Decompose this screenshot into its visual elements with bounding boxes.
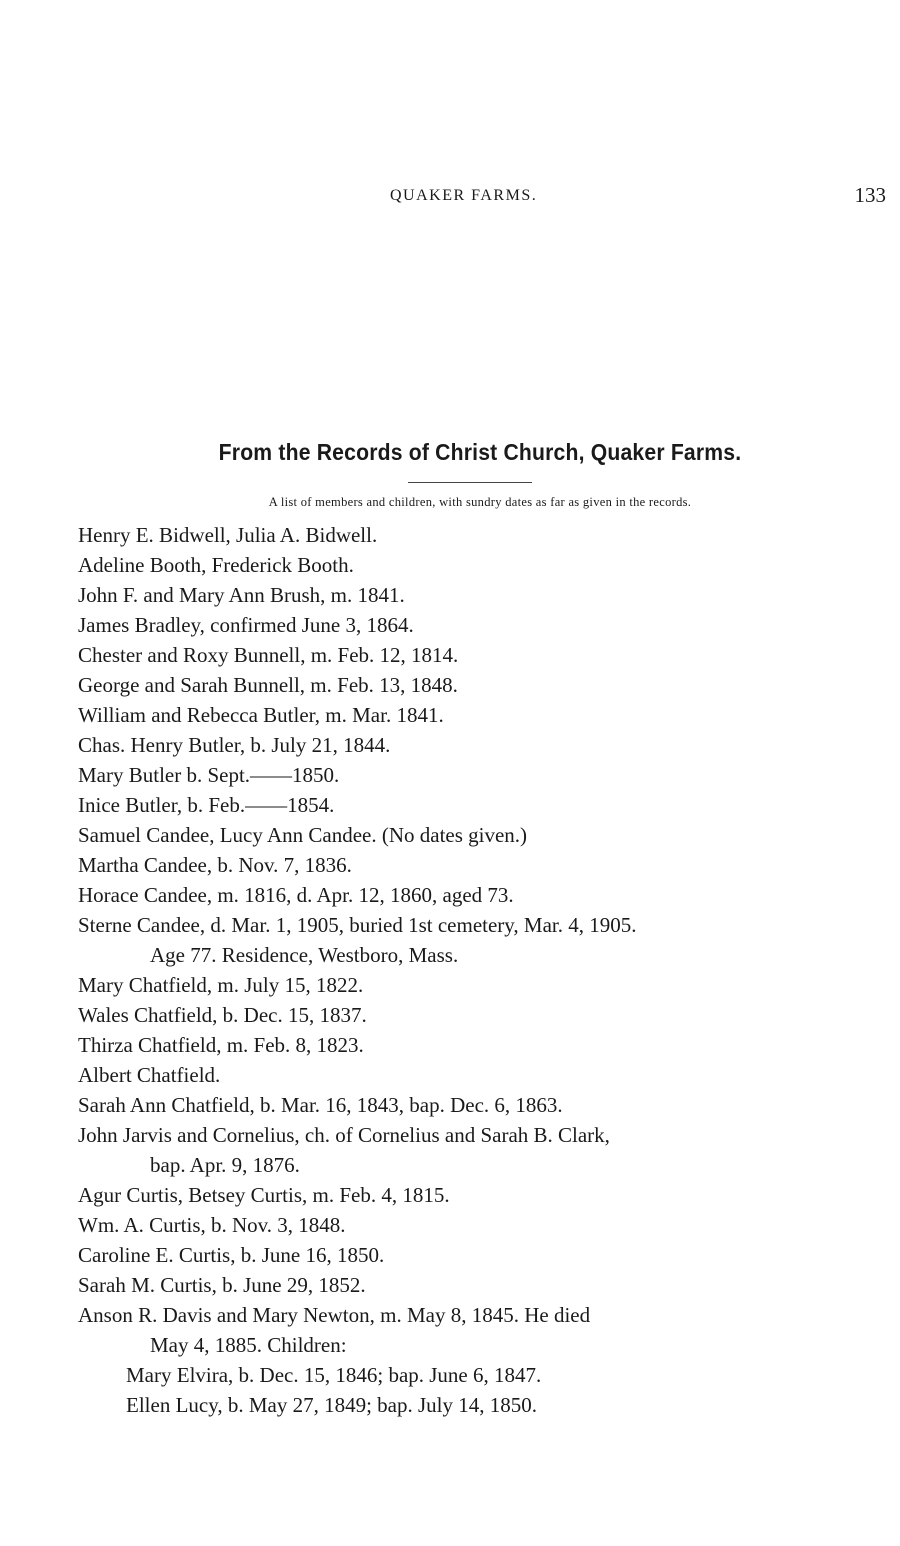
entry-continuation: Age 77. Residence, Westboro, Mass. (150, 943, 459, 967)
entry-text: William and Rebecca Butler, m. Mar. 1841. (78, 703, 444, 727)
list-item (78, 1000, 878, 1030)
entry-text: Sarah M. Curtis, b. June 29, 1852. (78, 1273, 366, 1297)
list-item (78, 670, 878, 700)
list-item (78, 1060, 878, 1090)
list-item (78, 970, 878, 1000)
entry-text: John F. and Mary Ann Brush, m. 1841. (78, 583, 405, 607)
member-list (78, 520, 878, 1420)
list-item (78, 1300, 878, 1360)
list-item (78, 640, 878, 670)
list-item (78, 1120, 878, 1180)
list-item (78, 610, 878, 640)
list-item (78, 1180, 878, 1210)
entry-text: Adeline Booth, Frederick Booth. (78, 553, 354, 577)
section-intro: A list of members and children, with sundry dates as far as given in the records. (268, 495, 692, 509)
list-item (78, 820, 878, 850)
title-rule (408, 482, 532, 483)
entry-text: Chas. Henry Butler, b. July 21, 1844. (78, 733, 391, 757)
entry-text: Agur Curtis, Betsey Curtis, m. Feb. 4, 1815. (78, 1183, 450, 1207)
child-list-item (78, 1390, 878, 1420)
running-head (0, 183, 900, 209)
entry-text: Wm. A. Curtis, b. Nov. 3, 1848. (78, 1213, 346, 1237)
section-title: From the Records of Christ Church, Quaker Farms. (218, 439, 742, 465)
entry-text: Thirza Chatfield, m. Feb. 8, 1823. (78, 1033, 364, 1057)
entry-text: Martha Candee, b. Nov. 7, 1836. (78, 853, 352, 877)
entry-text: Albert Chatfield. (78, 1063, 221, 1087)
entry-text: Mary Chatfield, m. July 15, 1822. (78, 973, 364, 997)
entry-text: Mary Butler b. Sept.——1850. (78, 763, 340, 787)
entry-continuation: May 4, 1885. Children: (150, 1333, 347, 1357)
list-item (78, 1270, 878, 1300)
list-item (78, 1240, 878, 1270)
entry-text: Caroline E. Curtis, b. June 16, 1850. (78, 1243, 385, 1267)
list-item (78, 730, 878, 760)
list-item (78, 1090, 878, 1120)
list-item (78, 850, 878, 880)
child-list-item (78, 1360, 878, 1390)
running-title: QUAKER FARMS. (390, 187, 538, 204)
list-item (78, 580, 878, 610)
entry-text: Wales Chatfield, b. Dec. 15, 1837. (78, 1003, 367, 1027)
entry-text: Henry E. Bidwell, Julia A. Bidwell. (78, 523, 378, 547)
list-item (78, 550, 878, 580)
entry-text: Samuel Candee, Lucy Ann Candee. (No dates given.) (78, 823, 528, 847)
entry-text: Sterne Candee, d. Mar. 1, 1905, buried 1st cemetery, Mar. 4, 1905. (78, 913, 637, 937)
entry-text: Ellen Lucy, b. May 27, 1849; bap. July 14, 1850. (126, 1393, 538, 1417)
list-item (78, 910, 878, 970)
entry-text: Horace Candee, m. 1816, d. Apr. 12, 1860, aged 73. (78, 883, 514, 907)
list-item (78, 1210, 878, 1240)
entry-text: Chester and Roxy Bunnell, m. Feb. 12, 1814. (78, 643, 459, 667)
page-number: 133 (854, 183, 886, 207)
entry-text: Inice Butler, b. Feb.——1854. (78, 793, 335, 817)
entry-continuation: bap. Apr. 9, 1876. (150, 1153, 300, 1177)
entry-text: Mary Elvira, b. Dec. 15, 1846; bap. June 6, 1847. (126, 1363, 542, 1387)
entry-text: James Bradley, confirmed June 3, 1864. (78, 613, 414, 637)
entry-text: Sarah Ann Chatfield, b. Mar. 16, 1843, bap. Dec. 6, 1863. (78, 1093, 563, 1117)
list-item (78, 760, 878, 790)
entry-text: George and Sarah Bunnell, m. Feb. 13, 1848. (78, 673, 458, 697)
list-item (78, 1030, 878, 1060)
entry-text: John Jarvis and Cornelius, ch. of Cornelius and Sarah B. Clark, (78, 1123, 610, 1147)
list-item (78, 790, 878, 820)
list-item (78, 880, 878, 910)
list-item (78, 700, 878, 730)
entry-text: Anson R. Davis and Mary Newton, m. May 8, 1845. He died (78, 1303, 591, 1327)
list-item (78, 520, 878, 550)
